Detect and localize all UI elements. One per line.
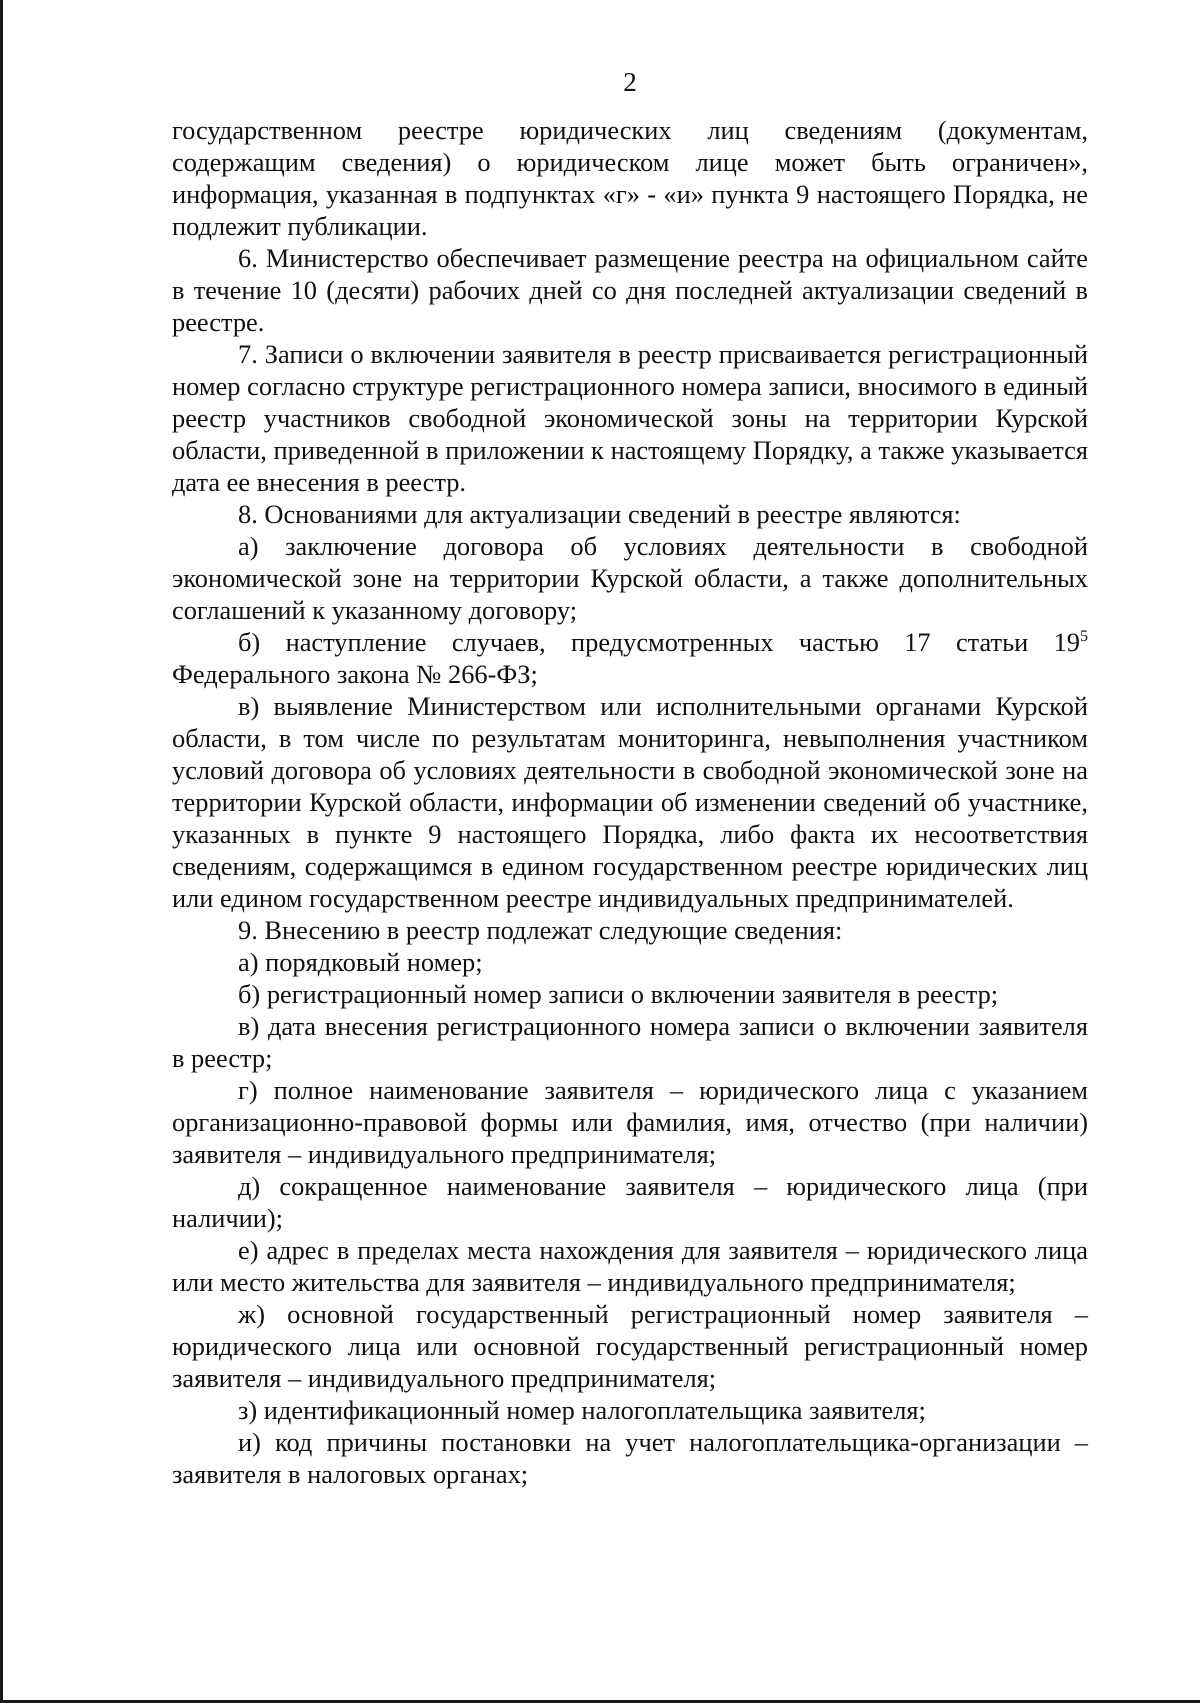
scan-edge-left [0,0,3,1703]
paragraph-item-7: 7. Записи о включении заявителя в реестр присваивается регистрационный номер согласно структуре регистрационного номера записи, вносимого в единый реестр участников свободной экономической зоны на территории Курской области, приведенной в приложении к настоящему Порядку, а также указывается дата ее внесения в реестр. [172,339,1088,497]
subitem-8b-text-before: б) наступление случаев, предусмотренных частью 17 статьи 19 [238,627,1080,657]
paragraph-item-6: 6. Министерство обеспечивает размещение реестра на официальном сайте в течение 10 (десяти) рабочих дней со дня последней актуализации сведений в реестре. [172,243,1088,337]
subitem-8b-text-after: Федерального закона № 266-ФЗ; [172,659,538,689]
subitem-8b [172,626,1088,690]
subitem-9g: г) полное наименование заявителя – юридического лица с указанием организационно-правовой формы или фамилия, имя, отчество (при наличии) заявителя – индивидуального предпринимателя; [172,1075,1088,1169]
subitem-9z: з) идентификационный номер налогоплательщика заявителя; [238,1395,926,1425]
subitem-9zh: ж) основной государственный регистрационный номер заявителя – юридического лица или основной государственный регистрационный номер заявителя – индивидуального предпринимателя; [172,1299,1088,1393]
paragraph-continuation: государственном реестре юридических лиц сведениям (документам, содержащим сведения) о юридическом лице может быть ограничен», информация, указанная в подпунктах «г» - «и» пункта 9 настоящего Порядка, не подлежит публикации. [172,115,1088,241]
subitem-8v: в) выявление Министерством или исполнительными органами Курской области, в том числе по результатам мониторинга, невыполнения участником условий договора об условиях деятельности в свободной экономической зоне на территории Курской области, информации об изменении сведений об участнике, указанных в пункте 9 настоящего Порядка, либо факта их несоответствия сведениям, содержащимся в едином государственном реестре юридических лиц или едином государственном реестре индивидуальных предпринимателей. [172,691,1088,913]
subitem-9d: д) сокращенное наименование заявителя – юридического лица (при наличии); [172,1171,1088,1233]
superscript-article-index: 5 [1080,628,1088,646]
paragraph-item-8: 8. Основаниями для актуализации сведений в реестре являются: [238,499,961,529]
paragraph-item-9: 9. Внесению в реестр подлежат следующие сведения: [238,915,843,945]
document-body [172,114,1088,1490]
subitem-9v: в) дата внесения регистрационного номера записи о включении заявителя в реестр; [172,1011,1088,1073]
subitem-9i: и) код причины постановки на учет налогоплательщика-организации – заявителя в налоговых органах; [172,1427,1088,1489]
subitem-8a: а) заключение договора об условиях деятельности в свободной экономической зоне на территории Курской области, а также дополнительных соглашений к указанному договору; [172,531,1088,625]
subitem-9a: а) порядковый номер; [238,947,483,977]
page-number: 2 [623,67,637,97]
subitem-9e: е) адрес в пределах места нахождения для заявителя – юридического лица или место жительства для заявителя – индивидуального предпринимателя; [172,1235,1088,1297]
subitem-9b: б) регистрационный номер записи о включении заявителя в реестр; [238,979,999,1009]
